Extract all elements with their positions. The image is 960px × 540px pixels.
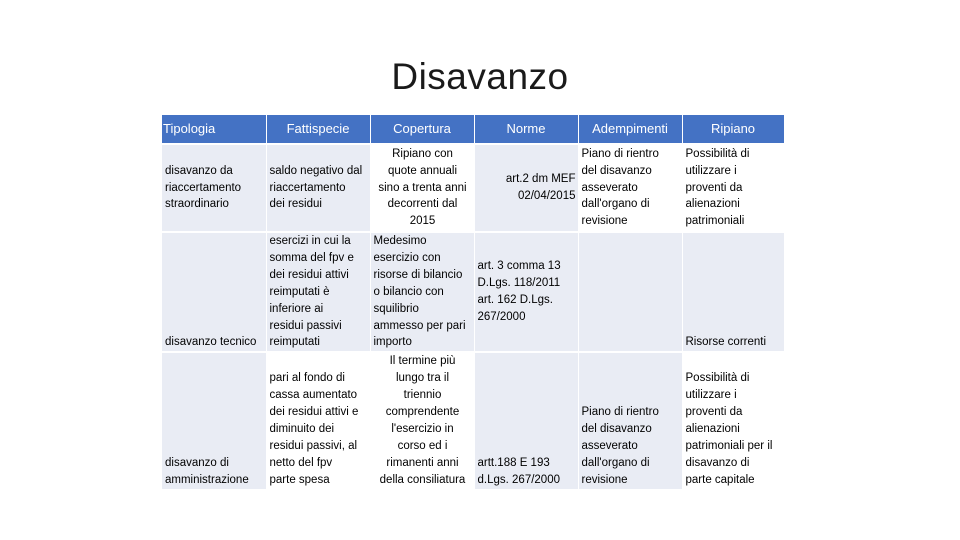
cell-tipologia: disavanzo di amministrazione [162,352,266,488]
cell-ripiano: Possibilità di utilizzare i proventi da alienazioni patrimoniali per il disavanzo di parte capitale [682,352,784,488]
cell-adempimenti [578,232,682,352]
cell-copertura: Il termine più lungo tra il triennio comprendente l'esercizio in corso ed i rimanenti anni della consiliatura [370,352,474,488]
cell-fattispecie: pari al fondo di cassa aumentato dei residui attivi e diminuito dei residui passivi, al netto del fpv parte spesa [266,352,370,488]
header-fattispecie: Fattispecie [266,115,370,144]
cell-tipologia: disavanzo da riaccertamento straordinario [162,144,266,232]
header-ripiano: Ripiano [682,115,784,144]
cell-fattispecie: saldo negativo dal riaccertamento dei residui [266,144,370,232]
slide-title: Disavanzo [391,56,569,97]
cell-norme: art. 3 comma 13 D.Lgs. 118/2011 art. 162 D.Lgs. 267/2000 [474,232,578,352]
header-norme: Norme [474,115,578,144]
cell-adempimenti: Piano di rientro del disavanzo asseverato dall'organo di revisione [578,144,682,232]
header-copertura: Copertura [370,115,474,144]
cell-norme: art.2 dm MEF 02/04/2015 [474,144,578,232]
cell-copertura: Ripiano con quote annuali sino a trenta anni decorrenti dal 2015 [370,144,474,232]
header-adempimenti: Adempimenti [578,115,682,144]
table-row [162,144,784,232]
table-row [162,232,784,352]
cell-fattispecie: esercizi in cui la somma del fpv e dei residui attivi reimputati è inferiore ai residui passivi reimputati [266,232,370,352]
cell-copertura: Medesimo esercizio con risorse di bilancio o bilancio con squilibrio ammesso per pari importo [370,232,474,352]
cell-adempimenti: Piano di rientro del disavanzo asseverato dall'organo di revisione [578,352,682,488]
table-row [162,352,784,488]
cell-ripiano: Possibilità di utilizzare i proventi da alienazioni patrimoniali [682,144,784,232]
disavanzo-table [162,115,785,489]
header-tipologia: Tipologia [162,115,266,144]
cell-norme: artt.188 E 193 d.Lgs. 267/2000 [474,352,578,488]
cell-tipologia: disavanzo tecnico [162,232,266,352]
cell-ripiano: Risorse correnti [682,232,784,352]
table-header-row [162,115,784,144]
